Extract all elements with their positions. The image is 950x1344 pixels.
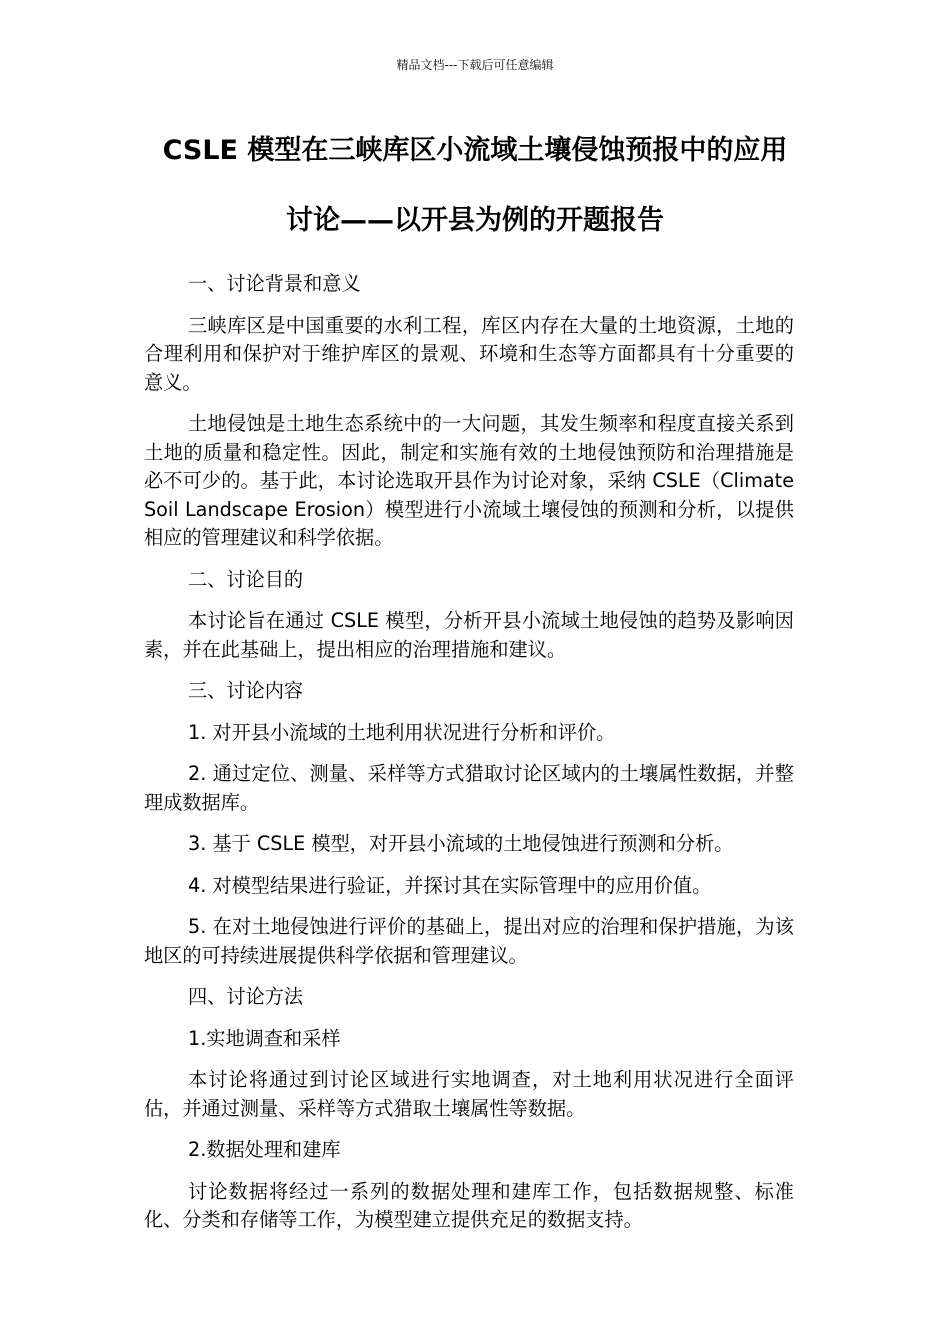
list-item: 2. 通过定位、测量、采样等方式猎取讨论区域内的土壤属性数据，并整理成数据库。 [144,762,794,814]
title-line-1: CSLE 模型在三峡库区小流域土壤侵蚀预报中的应用 [162,135,788,166]
section-heading-methods: 四、讨论方法 [188,985,304,1008]
paragraph: 讨论数据将经过一系列的数据处理和建库工作，包括数据规整、标准化、分类和存储等工作，为模型建立提供充足的数据支持。 [144,1179,794,1231]
list-item: 3. 基于 CSLE 模型，对开县小流域的土地侵蚀进行预测和分析。 [188,832,734,855]
list-item: 1. 对开县小流域的土地利用状况进行分析和评价。 [188,720,616,744]
paragraph: 本讨论将通过到讨论区域进行实地调查，对土地利用状况进行全面评估，并通过测量、采样等方式猎取土壤属性等数据。 [144,1068,794,1120]
subsection-heading: 1.实地调查和采样 [188,1026,341,1050]
paragraph: 三峡库区是中国重要的水利工程，库区内存在大量的土地资源，土地的合理利用和保护对于维护库区的景观、环境和生态等方面都具有十分重要的意义。 [144,313,794,394]
subsection-heading: 2.数据处理和建库 [188,1138,341,1161]
paragraph: 土地侵蚀是土地生态系统中的一大问题，其发生频率和程度直接关系到土地的质量和稳定性。因此，制定和实施有效的土地侵蚀预防和治理措施是必不可少的。基于此，本讨论选取开县作为讨论对象，采纳 CSLE（Climate Soil Landscape Erosion）模型进行小流域土壤侵蚀的预测和分析，以提供相应的管理建议和科学依据。 [144,412,794,549]
section-heading-content: 三、讨论内容 [188,679,304,702]
paragraph: 本讨论旨在通过 CSLE 模型，分析开县小流域土地侵蚀的趋势及影响因素，并在此基础上，提出相应的治理措施和建议。 [144,609,794,661]
list-item: 4. 对模型结果进行验证，并探讨其在实际管理中的应用价值。 [188,873,712,897]
header-note: 精品文档---下载后可任意编辑 [396,58,554,72]
list-item: 5. 在对土地侵蚀进行评价的基础上，提出对应的治理和保护措施，为该地区的可持续进展提供科学依据和管理建议。 [144,915,794,967]
document-title [110,133,840,239]
section-heading-purpose: 二、讨论目的 [188,567,304,591]
title-line-2: 讨论——以开县为例的开题报告 [286,205,664,236]
document-body [144,270,794,1248]
section-heading-background: 一、讨论背景和意义 [188,272,361,295]
